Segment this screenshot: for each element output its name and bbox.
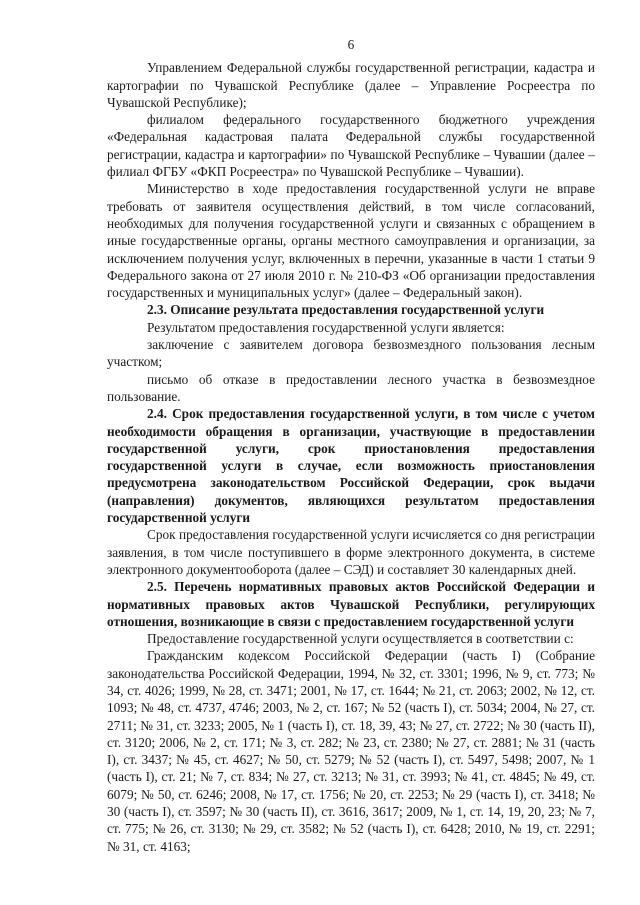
paragraph: письмо об отказе в предоставлении лесного участка в безвозмездное пользование. xyxy=(107,371,595,404)
paragraph: заключение с заявителем договора безвозмездного пользования лесным участком; xyxy=(107,337,595,370)
section-heading: 2.4. Срок предоставления государственной услуги, в том числе с учетом необходимости обращения в организации, участвующие в предоставлении государственной услуги, срок приостановления предоставления государственной услуги в случае, если возможность приостановления предусмотрена законодательством Российской Федерации, срок выдачи (направления) документов, являющихся результатом предоставления государственной услуги xyxy=(107,406,595,526)
document-body xyxy=(107,59,595,855)
section-heading: 2.5. Перечень нормативных правовых актов Российской Федерации и нормативных правовых актов Чувашской Республики, регулирующих отношения, возникающие в связи с предоставлением государственной услуги xyxy=(107,579,595,629)
paragraph: филиалом федерального государственного бюджетного учреждения «Федеральная кадастровая палата Федеральной службы государственной регистрации, кадастра и картографии» по Чувашской Республике – Чувашии (далее – филиал ФГБУ «ФКП Росреестра» по Чувашской Республике – Чувашии). xyxy=(107,112,595,180)
paragraph: Управлением Федеральной службы государственной регистрации, кадастра и картографии по Чувашской Республике (далее – Управление Росреестра по Чувашской Республике); xyxy=(107,60,595,110)
section-heading: 2.3. Описание результата предоставления государственной услуги xyxy=(147,302,545,318)
paragraph: Министерство в ходе предоставления государственной услуги не вправе требовать от заявителя осуществления действий, в том числе согласований, необходимых для получения государственной услуги и связанных с обращением в иные государственные органы, органы местного самоуправления и организации, за исключением получения услуг, включенных в перечни, указанные в части 1 статьи 9 Федерального закона от 27 июля 2010 г. № 210-ФЗ «Об организации предоставления государственных и муниципальных услуг» (далее – Федеральный закон). xyxy=(107,181,595,301)
paragraph: Результатом предоставления государственной услуги является: xyxy=(147,319,505,335)
paragraph: Гражданским кодексом Российской Федерации (часть I) (Собрание законодательства Российской Федерации, 1994, № 32, ст. 3301; 1996, № 9, ст. 773; № 34, ст. 4026; 1999, № 28, ст. 3471; 2001, № 17, ст. 1644; № 21, ст. 2063; 2002, № 12, ст. 1093; № 48, ст. 4737, 4746; 2003, № 2, ст. 167; № 52 (часть I), ст. 5034; 2004, № 27, ст. 2711; № 31, ст. 3233; 2005, № 1 (часть I), ст. 18, 39, 43; № 27, ст. 2722; № 30 (часть II), ст. 3120; 2006, № 2, ст. 171; № 3, ст. 282; № 23, ст. 2380; № 27, ст. 2881; № 31 (часть I), ст. 3437; № 45, ст. 4627; № 50, ст. 5279; № 52 (часть I), ст. 5497, 5498; 2007, № 1 (часть I), ст. 21; № 7, ст. 834; № 27, ст. 3213; № 31, ст. 3993; № 41, ст. 4845; № 49, ст. 6079; № 50, ст. 6246; 2008, № 17, ст. 1756; № 20, ст. 2253; № 29 (часть I), ст. 3418; № 30 (часть I), ст. 3597; № 30 (часть II), ст. 3616, 3617; 2009, № 1, ст. 14, 19, 20, 23; № 7, ст. 775; № 26, ст. 3130; № 29, ст. 3582; № 52 (часть I), ст. 6428; 2010, № 19, ст. 2291; № 31, ст. 4163; xyxy=(107,648,595,854)
paragraph: Срок предоставления государственной услуги исчисляется со дня регистрации заявления, в том числе поступившего в форме электронного документа, в системе электронного документооборота (далее – СЭД) и составляет 30 календарных дней. xyxy=(107,527,595,577)
page-number: 6 xyxy=(347,37,355,52)
document-page xyxy=(107,36,595,855)
paragraph: Предоставление государственной услуги осуществляется в соответствии с: xyxy=(147,631,574,647)
